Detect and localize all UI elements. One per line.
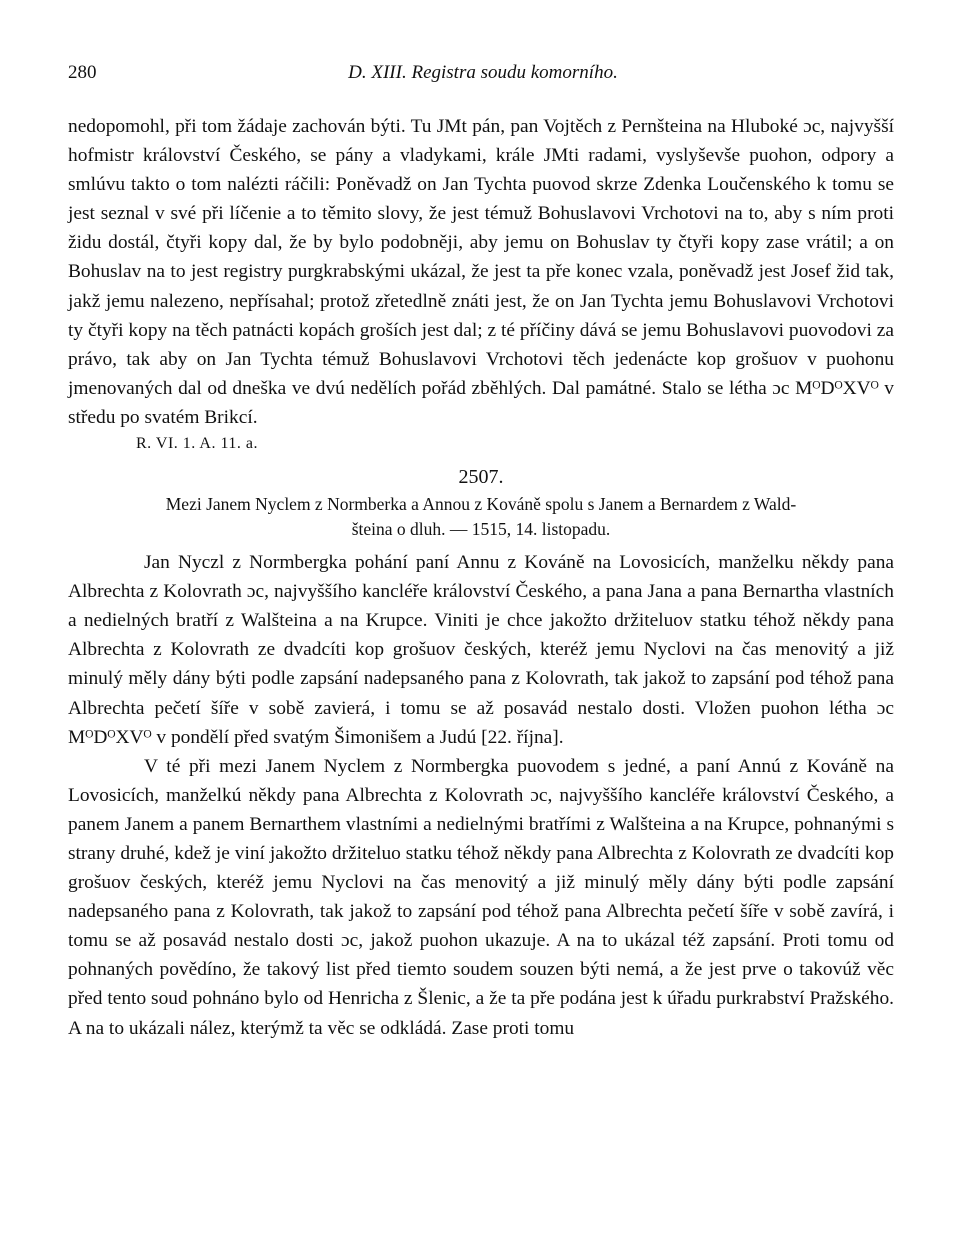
running-title: D. XIII. Registra soudu komorního.: [348, 62, 618, 83]
continuation-paragraph: nedopomohl, při tom žádaje zachován býti. Tu JMt pán, pan Vojtěch z Pernšteina na Hluboké ɔc, najvyšší hofmistr království Českého, se pány a vladykami, krále JMti radami, vyslyševše puohon, odpory a smlúvu takto o tom nalézti ráčili: Poněvadž on Jan Tychta puovod skrze Zdenka Loučenského k tomu se jest seznal v své při líčenie a to těmito slovy, že jest témuž Bohuslavovi Vrchotovi na to, aby s ním proti židu dostál, čtyři kopy dal, že by bylo podobněji, aby jemu on Bohuslav ty čtyři kopy zase vrátil; a on Bohuslav na to jest registry purgkrabskými ukázal, že jest ta pře konec vzala, poněvadž jest Josef žid tak, jakž jemu nalezeno, nepřísahal; protož zřetedlně znáti jest, že on Jan Tychta jemu Bohuslavovi Vrchotovi ty čtyři kopy na těch patnácti kopách groších jest dal; z té příčiny dává se jemu Bohuslavovi puovodovi za právo, tak aby on Jan Tychta témuž Bohuslavovi Vrchotovi těch jedenácte kop grošuov v puohonu jmenovaných dal od dneška ve dvú nedělích pořád zběhlých. Dal památné. Stalo se létha ɔc MᴼDᴼXVᴼ v středu po svatém Brikcí.: [68, 116, 894, 428]
regest-line: šteina o dluh. — 1515, 14. listopadu.: [351, 519, 611, 540]
entry-number: 2507.: [458, 466, 504, 489]
entry-regest: [68, 492, 894, 542]
entry-paragraph: Jan Nyczl z Normbergka pohání paní Annu z Kováně na Lovosicích, manželku někdy pana Albrechta z Kolovrath ɔc, najvyššího kancléře království Českého, a pana Jana a pana Bernartha vlastních a nedielných bratří z Walšteina a na Krupce. Viniti je chce jakožto držiteluov statku téhož někdy pana Albrechta z Kolovrath ze dvadcíti kop grošuov českých, kteréž jemu Nyclovi na čas menovitý a již minulý měly dány býti podle zapsání nadepsaného pana z Kolovrath, tak jakož to zapsání pod téhož pana Albrechta pečetí šíře v sobě zavierá, i tomu se až posavád nestalo dosti. Vložen puohon létha ɔc MᴼDᴼXVᴼ v pondělí před svatým Šimonišem a Judú [22. října].: [68, 552, 894, 748]
regest-line: Mezi Janem Nyclem z Normberka a Annou z Kováně spolu s Janem a Bernardem z Wald-: [165, 494, 797, 515]
page-number: 280: [68, 62, 97, 83]
entry-paragraph: V té při mezi Janem Nyclem z Normbergka puovodem s jedné, a paní Annú z Kováně na Lovosicích, manželkú někdy pana Albrechta z Kolovrath ɔc, najvyššího kancléře království Českého, a panem Janem a panem Bernarthem vlastními a nedielnými bratřími z Walšteina a na Krupce, pohnanými s strany druhé, kdež je viní jakožto držiteluo statku téhož někdy pana Albrechta z Kolovrath ze dvadcíti kop grošuov českých, kteréž jemu Nyclovi na čas menovitý a již minulý měly dány býti podle zapsání nadepsaného pana z Kolovrath, tak jakož to zapsání pod téhož pana Albrechta pečetí šíře v sobě zavírá, i tomu se až posavád nestalo dosti ɔc, jakož puohon ukazuje. A na to ukázal též zapsání. Proti tomu od pohnaných povědíno, že takový list před tiemto soudem souzen býti nemá, a že jest prve o takovúž věc před tento soud pohnáno bylo od Henricha z Šlenic, a že ta pře podána jest k úřadu purkrabství Pražského. A na to ukázali nález, kterýmž ta věc se odkládá. Zase proti tomu: [68, 755, 894, 1039]
archival-signature: R. VI. 1. A. 11. a.: [136, 435, 258, 453]
page-body: [68, 112, 894, 1043]
page-header: [68, 62, 898, 92]
